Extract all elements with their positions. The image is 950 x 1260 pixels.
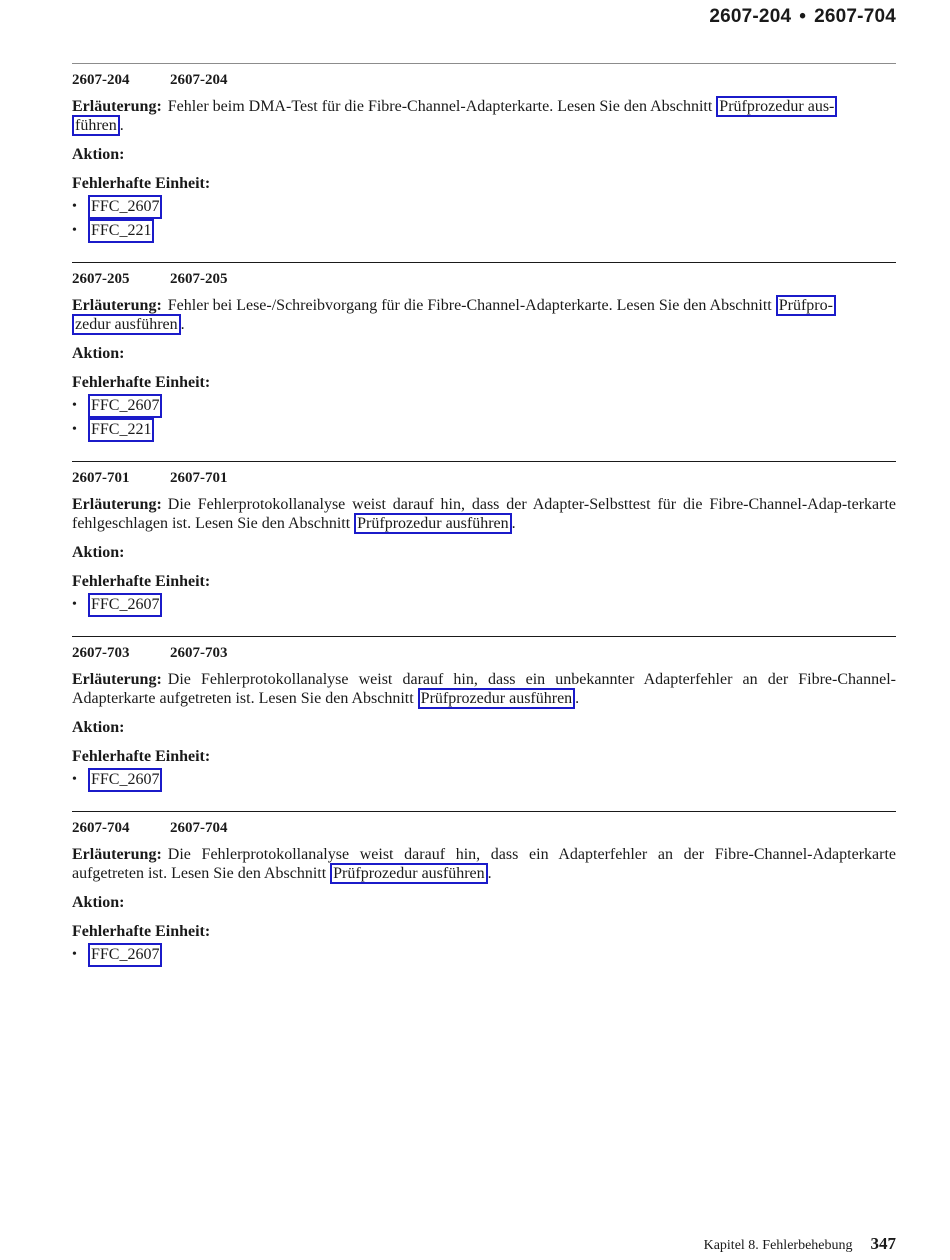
fru-link[interactable]: FFC_2607 [88,943,162,967]
error-code: 2607-703 [72,645,130,661]
explanation-end: . [575,690,580,707]
explanation-paragraph [72,97,896,135]
fru-link[interactable]: FFC_221 [88,418,154,442]
failing-unit-label: Fehlerhafte Einheit: [72,923,211,940]
page-footer [704,1234,896,1254]
bullet-icon: • [72,398,77,413]
entry-header [72,64,896,88]
failing-unit-list [72,595,896,615]
error-entry [72,63,896,241]
running-head-last-code: 2607-704 [814,6,896,27]
explanation-end: . [180,316,185,333]
failing-unit-label: Fehlerhafte Einheit: [72,175,211,192]
bullet-icon: • [72,422,77,437]
failing-unit-label: Fehlerhafte Einheit: [72,748,211,765]
explanation-label: Erläuterung: [72,671,162,688]
explanation-label: Erläuterung: [72,98,162,115]
page-number: 347 [870,1234,896,1253]
failing-unit-label: Fehlerhafte Einheit: [72,374,211,391]
list-item [72,770,896,790]
action-label: Aktion: [72,719,125,736]
list-item [72,595,896,615]
error-code: 2607-204 [72,72,130,88]
error-code: 2607-205 [72,271,130,287]
explanation-label: Erläuterung: [72,496,162,513]
explanation-label: Erläuterung: [72,846,162,863]
procedure-link[interactable]: Prüfprozedur ausführen [354,513,512,534]
bullet-icon: • [72,772,77,787]
list-item [72,221,896,241]
error-code: 2607-704 [72,820,130,836]
fru-link[interactable]: FFC_2607 [88,768,162,792]
entry-header [72,263,896,287]
page-content [72,63,896,986]
bullet-icon: • [72,223,77,238]
error-entry [72,262,896,440]
failing-unit-list [72,770,896,790]
failing-unit-list [72,197,896,241]
error-code-repeat: 2607-703 [170,645,228,661]
running-head-separator: • [799,6,807,27]
action-label: Aktion: [72,146,125,163]
failing-unit-list [72,396,896,440]
explanation-text: Fehler bei Lese-/Schreibvorgang für die Fibre-Channel-Adapterkarte. Lesen Sie den Abschnitt [167,297,776,314]
action-label: Aktion: [72,345,125,362]
error-code-repeat: 2607-204 [170,72,228,88]
explanation-paragraph [72,670,896,708]
entry-header [72,462,896,486]
fru-link[interactable]: FFC_2607 [88,394,162,418]
failing-unit-list [72,945,896,965]
procedure-link[interactable]: Prüfpro- [776,295,836,316]
entry-header [72,637,896,661]
explanation-paragraph [72,495,896,533]
procedure-link[interactable]: Prüfprozedur aus- [716,96,837,117]
list-item [72,396,896,416]
bullet-icon: • [72,597,77,612]
running-head [709,6,896,28]
fru-link[interactable]: FFC_2607 [88,593,162,617]
procedure-link[interactable]: Prüfprozedur ausführen [418,688,576,709]
explanation-text: Die Fehlerprotokollanalyse weist darauf hin, dass ein Adapterfehler an der Fibre-Channel-Adapterkarte aufgetreten ist. Lesen Sie den Abschnitt [72,846,896,882]
error-code-repeat: 2607-205 [170,271,228,287]
explanation-text: Die Fehlerprotokollanalyse weist darauf hin, dass ein unbekannter Adapterfehler an der Fibre-Channel-Adapterkarte aufgetreten ist. Lesen Sie den Abschnitt [72,671,896,707]
explanation-label: Erläuterung: [72,297,162,314]
explanation-end: . [119,117,124,134]
explanation-paragraph [72,296,896,334]
list-item [72,197,896,217]
running-head-first-code: 2607-204 [709,6,792,27]
error-code: 2607-701 [72,470,130,486]
explanation-text: Fehler beim DMA-Test für die Fibre-Channel-Adapterkarte. Lesen Sie den Abschnitt [167,98,717,115]
list-item [72,945,896,965]
action-label: Aktion: [72,544,125,561]
error-code-repeat: 2607-701 [170,470,228,486]
error-entry [72,461,896,615]
fru-link[interactable]: FFC_221 [88,219,154,243]
procedure-link-continued[interactable]: führen [72,115,120,136]
error-entry [72,811,896,965]
error-code-repeat: 2607-704 [170,820,228,836]
error-entry [72,636,896,790]
fru-link[interactable]: FFC_2607 [88,195,162,219]
failing-unit-label: Fehlerhafte Einheit: [72,573,211,590]
procedure-link[interactable]: Prüfprozedur ausführen [330,863,488,884]
chapter-title: Kapitel 8. Fehlerbehebung [703,1238,853,1253]
explanation-text: Die Fehlerprotokollanalyse weist darauf hin, dass der Adapter-Selbsttest für die Fibre-Channel-Adap-terkarte fehlgeschlagen ist. Lesen Sie den Abschnitt [72,496,896,532]
list-item [72,420,896,440]
entry-header [72,812,896,836]
bullet-icon: • [72,199,77,214]
procedure-link-continued[interactable]: zedur ausführen [72,314,181,335]
explanation-end: . [511,515,516,532]
action-label: Aktion: [72,894,125,911]
explanation-paragraph [72,845,896,883]
bullet-icon: • [72,947,77,962]
explanation-end: . [487,865,492,882]
